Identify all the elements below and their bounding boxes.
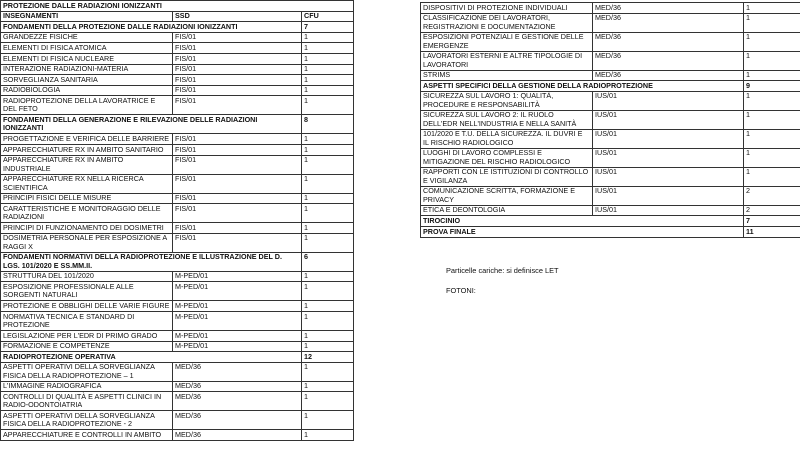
cell-cfu: 1 — [302, 411, 354, 430]
header-insegnamenti: INSEGNAMENTI — [1, 11, 173, 22]
table-title-row — [1, 1, 354, 12]
cell-cfu: 1 — [744, 129, 800, 148]
cell-insegnamento: SICUREZZA SUL LAVORO 1: QUALITÀ, PROCEDURE E RESPONSABILITÀ — [421, 91, 593, 110]
cell-ssd: MED/36 — [593, 3, 744, 14]
cell-insegnamento: ESPOSIZIONE PROFESSIONALE ALLE SORGENTI NATURALI — [1, 282, 173, 301]
cell-cfu: 1 — [302, 53, 354, 64]
cell-insegnamento: CONTROLLI DI QUALITÀ E ASPETTI CLINICI IN RADIO-ODONTOIATRIA — [1, 392, 173, 411]
cell-insegnamento: PROTEZIONE E OBBLIGHI DELLE VARIE FIGURE — [1, 301, 173, 312]
cell-insegnamento: LEGISLAZIONE PER L'EDR DI PRIMO GRADO — [1, 330, 173, 341]
section-title: FONDAMENTI NORMATIVI DELLA RADIOPROTEZIONE E ILLUSTRAZIONE DEL D. LGS. 101/2020 E SS.MM.II. — [1, 252, 302, 271]
cell-cfu: 1 — [744, 3, 800, 14]
cell-cfu: 1 — [744, 91, 800, 110]
section-title: TIROCINIO — [421, 216, 744, 227]
cell-ssd: IUS/01 — [593, 91, 744, 110]
cell-insegnamento: GRANDEZZE FISICHE — [1, 32, 173, 43]
note-fotoni: FOTONI: — [446, 286, 476, 295]
cell-cfu: 1 — [302, 301, 354, 312]
table-row — [1, 392, 354, 411]
table-row — [1, 311, 354, 330]
section-row — [421, 81, 800, 92]
cell-insegnamento: ELEMENTI DI FISICA NUCLEARE — [1, 53, 173, 64]
table-row — [1, 341, 354, 352]
section-cfu: 11 — [744, 226, 800, 237]
cell-cfu: 1 — [302, 204, 354, 223]
cell-insegnamento: 101/2020 E T.U. DELLA SICUREZZA. IL DUVRI E IL RISCHIO RADIOLOGICO — [421, 129, 593, 148]
cell-ssd: FIS/01 — [173, 204, 302, 223]
section-cfu: 12 — [302, 352, 354, 363]
table-row — [1, 223, 354, 234]
cell-ssd: FIS/01 — [173, 223, 302, 234]
section-row — [1, 115, 354, 134]
cell-insegnamento: FORMAZIONE E COMPETENZE — [1, 341, 173, 352]
cell-cfu: 1 — [302, 362, 354, 381]
cell-cfu: 1 — [744, 167, 800, 186]
table-row — [421, 129, 800, 148]
table-row — [421, 13, 800, 32]
cell-insegnamento: COMUNICAZIONE SCRITTA, FORMAZIONE E PRIVACY — [421, 186, 593, 205]
cell-ssd: IUS/01 — [593, 110, 744, 129]
cell-ssd: FIS/01 — [173, 144, 302, 155]
table-row — [1, 381, 354, 392]
cell-insegnamento: ETICA E DEONTOLOGIA — [421, 205, 593, 216]
cell-cfu: 1 — [744, 70, 800, 81]
section-cfu: 6 — [302, 252, 354, 271]
cell-ssd: M-PED/01 — [173, 301, 302, 312]
table-row — [1, 32, 354, 43]
cell-insegnamento: APPARECCHIATURE E CONTROLLI IN AMBITO — [1, 430, 173, 441]
section-title: ASPETTI SPECIFICI DELLA GESTIONE DELLA RADIOPROTEZIONE — [421, 81, 744, 92]
cell-cfu: 1 — [302, 381, 354, 392]
table-row — [1, 155, 354, 174]
table-row — [1, 271, 354, 282]
table-row — [1, 75, 354, 86]
cell-cfu: 1 — [302, 392, 354, 411]
cell-ssd: M-PED/01 — [173, 330, 302, 341]
table-row — [421, 186, 800, 205]
cell-insegnamento: ESPOSIZIONI POTENZIALI E GESTIONE DELLE EMERGENZE — [421, 32, 593, 51]
section-cfu: 9 — [744, 81, 800, 92]
cell-ssd: M-PED/01 — [173, 341, 302, 352]
cell-ssd: M-PED/01 — [173, 282, 302, 301]
table-row — [421, 148, 800, 167]
cell-ssd: IUS/01 — [593, 167, 744, 186]
cell-cfu: 1 — [302, 341, 354, 352]
table-row — [421, 110, 800, 129]
cell-insegnamento: L'IMMAGINE RADIOGRAFICA — [1, 381, 173, 392]
cell-cfu: 1 — [744, 51, 800, 70]
table-row — [1, 282, 354, 301]
cell-insegnamento: RAPPORTI CON LE ISTITUZIONI DI CONTROLLO E VIGILANZA — [421, 167, 593, 186]
cell-ssd: IUS/01 — [593, 148, 744, 167]
table-row — [1, 64, 354, 75]
table-row — [1, 330, 354, 341]
table-row — [1, 85, 354, 96]
table-row — [421, 51, 800, 70]
table-row — [1, 301, 354, 312]
section-title: FONDAMENTI DELLA PROTEZIONE DALLE RADIAZIONI IONIZZANTI — [1, 22, 302, 33]
table-row — [1, 134, 354, 145]
cell-ssd: MED/36 — [593, 32, 744, 51]
cell-cfu: 1 — [302, 144, 354, 155]
cell-ssd: IUS/01 — [593, 205, 744, 216]
table-row — [421, 32, 800, 51]
cell-cfu: 1 — [302, 155, 354, 174]
cell-ssd: MED/36 — [173, 392, 302, 411]
section-row — [1, 252, 354, 271]
cell-insegnamento: PRINCIPI DI FUNZIONAMENTO DEI DOSIMETRI — [1, 223, 173, 234]
table-title: PROTEZIONE DALLE RADIAZIONI IONIZZANTI — [3, 0, 162, 10]
cell-insegnamento: ELEMENTI DI FISICA ATOMICA — [1, 43, 173, 54]
cell-ssd: FIS/01 — [173, 75, 302, 86]
table-row — [1, 411, 354, 430]
cell-ssd: FIS/01 — [173, 32, 302, 43]
cell-ssd: FIS/01 — [173, 96, 302, 115]
table-row — [1, 362, 354, 381]
table-row — [421, 167, 800, 186]
left-curriculum-table — [0, 0, 354, 441]
cell-cfu: 1 — [302, 311, 354, 330]
cell-ssd: FIS/01 — [173, 174, 302, 193]
cell-ssd: MED/36 — [173, 362, 302, 381]
cell-ssd: FIS/01 — [173, 155, 302, 174]
cell-cfu: 1 — [302, 64, 354, 75]
section-row — [421, 216, 800, 227]
section-row — [1, 352, 354, 363]
cell-ssd: M-PED/01 — [173, 311, 302, 330]
section-cfu: 8 — [302, 115, 354, 134]
cell-insegnamento: APPARECCHIATURE RX NELLA RICERCA SCIENTIFICA — [1, 174, 173, 193]
table-row — [1, 233, 354, 252]
cell-ssd: FIS/01 — [173, 53, 302, 64]
cell-cfu: 1 — [302, 85, 354, 96]
cell-cfu: 1 — [744, 32, 800, 51]
cell-cfu: 1 — [302, 43, 354, 54]
cell-insegnamento: APPARECCHIATURE RX IN AMBITO INDUSTRIALE — [1, 155, 173, 174]
cell-ssd: MED/36 — [593, 70, 744, 81]
cell-insegnamento: STRUTTURA DEL 101/2020 — [1, 271, 173, 282]
section-cfu: 7 — [744, 216, 800, 227]
table-row — [1, 193, 354, 204]
cell-cfu: 1 — [744, 13, 800, 32]
cell-cfu: 2 — [744, 186, 800, 205]
header-cfu: CFU — [302, 11, 354, 22]
cell-insegnamento: CARATTERISTICHE E MONITORAGGIO DELLE RADIAZIONI — [1, 204, 173, 223]
cell-insegnamento: RADIOBIOLOGIA — [1, 85, 173, 96]
cell-cfu: 1 — [302, 330, 354, 341]
cell-insegnamento: PROGETTAZIONE E VERIFICA DELLE BARRIERE — [1, 134, 173, 145]
cell-ssd: MED/36 — [173, 411, 302, 430]
cell-insegnamento: INTERAZIONE RADIAZIONI-MATERIA — [1, 64, 173, 75]
cell-ssd: M-PED/01 — [173, 271, 302, 282]
section-row — [421, 226, 800, 237]
cell-ssd: FIS/01 — [173, 233, 302, 252]
cell-insegnamento: RADIOPROTEZIONE DELLA LAVORATRICE E DEL FETO — [1, 96, 173, 115]
cell-ssd: FIS/01 — [173, 64, 302, 75]
section-cfu: 7 — [302, 22, 354, 33]
header-ssd: SSD — [173, 11, 302, 22]
right-curriculum-table — [420, 2, 800, 238]
cell-cfu: 1 — [302, 174, 354, 193]
cell-cfu: 1 — [302, 96, 354, 115]
section-row — [1, 22, 354, 33]
cell-insegnamento: DOSIMETRIA PERSONALE PER ESPOSIZIONE A RAGGI X — [1, 233, 173, 252]
cell-cfu: 2 — [744, 205, 800, 216]
note-particelle: Particelle cariche: si definisce LET — [446, 266, 559, 275]
cell-cfu: 1 — [744, 110, 800, 129]
cell-insegnamento: LAVORATORI ESTERNI E ALTRE TIPOLOGIE DI LAVORATORI — [421, 51, 593, 70]
cell-cfu: 1 — [744, 148, 800, 167]
cell-cfu: 1 — [302, 282, 354, 301]
cell-ssd: IUS/01 — [593, 186, 744, 205]
table-row — [1, 53, 354, 64]
cell-insegnamento: NORMATIVA TECNICA E STANDARD DI PROTEZIONE — [1, 311, 173, 330]
cell-insegnamento: SICUREZZA SUL LAVORO 2: IL RUOLO DELL'EDR NELL'INDUSTRIA E NELLA SANITÀ — [421, 110, 593, 129]
cell-insegnamento: PRINCIPI FISICI DELLE MISURE — [1, 193, 173, 204]
cell-ssd: MED/36 — [593, 51, 744, 70]
table-row — [1, 174, 354, 193]
cell-ssd: MED/36 — [173, 381, 302, 392]
table-row — [1, 430, 354, 441]
cell-ssd: FIS/01 — [173, 85, 302, 96]
cell-cfu: 1 — [302, 271, 354, 282]
table-row — [1, 144, 354, 155]
table-row — [1, 96, 354, 115]
table-row — [421, 205, 800, 216]
table-row — [421, 3, 800, 14]
section-title: RADIOPROTEZIONE OPERATIVA — [1, 352, 302, 363]
table-header-row — [1, 11, 354, 22]
cell-cfu: 1 — [302, 193, 354, 204]
table-row — [1, 43, 354, 54]
cell-cfu: 1 — [302, 75, 354, 86]
cell-ssd: FIS/01 — [173, 193, 302, 204]
cell-insegnamento: SORVEGLIANZA SANITARIA — [1, 75, 173, 86]
cell-ssd: IUS/01 — [593, 129, 744, 148]
cell-cfu: 1 — [302, 134, 354, 145]
section-title: FONDAMENTI DELLA GENERAZIONE E RILEVAZIONE DELLE RADIAZIONI IONIZZANTI — [1, 115, 302, 134]
table-row — [421, 91, 800, 110]
table-row — [1, 204, 354, 223]
cell-cfu: 1 — [302, 32, 354, 43]
cell-insegnamento: ASPETTI OPERATIVI DELLA SORVEGLIANZA FISICA DELLA RADIOPROTEZIONE - 2 — [1, 411, 173, 430]
cell-cfu: 1 — [302, 223, 354, 234]
cell-ssd: FIS/01 — [173, 134, 302, 145]
table-row — [421, 70, 800, 81]
cell-ssd: MED/36 — [173, 430, 302, 441]
cell-cfu: 1 — [302, 233, 354, 252]
cell-cfu: 1 — [302, 430, 354, 441]
cell-insegnamento: DISPOSITIVI DI PROTEZIONE INDIVIDUALI — [421, 3, 593, 14]
cell-ssd: MED/36 — [593, 13, 744, 32]
cell-insegnamento: ASPETTI OPERATIVI DELLA SORVEGLIANZA FISICA DELLA RADIOPROTEZIONE – 1 — [1, 362, 173, 381]
cell-insegnamento: STRIMS — [421, 70, 593, 81]
cell-insegnamento: CLASSIFICAZIONE DEI LAVORATORI, REGISTRAZIONI E DOCUMENTAZIONE — [421, 13, 593, 32]
section-title: PROVA FINALE — [421, 226, 744, 237]
cell-insegnamento: APPARECCHIATURE RX IN AMBITO SANITARIO — [1, 144, 173, 155]
cell-insegnamento: LUOGHI DI LAVORO COMPLESSI E MITIGAZIONE DEL RISCHIO RADIOLOGICO — [421, 148, 593, 167]
cell-ssd: FIS/01 — [173, 43, 302, 54]
